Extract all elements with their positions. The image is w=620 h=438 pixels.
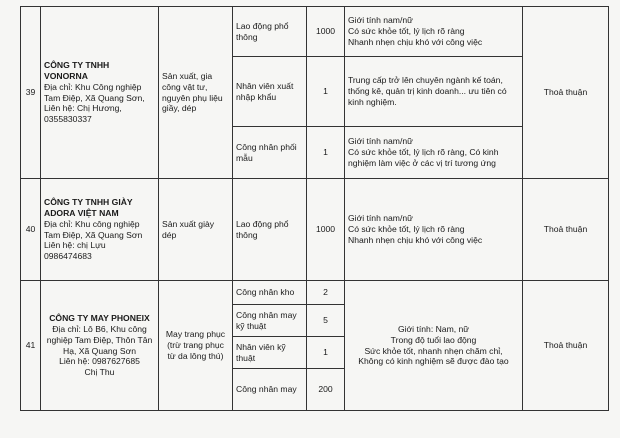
- table-row: [21, 281, 609, 305]
- requirement-line: Không có kinh nghiệm sẽ được đào tạo: [358, 356, 509, 367]
- requirements-cell: [345, 127, 523, 179]
- requirement-line: Sức khỏe tốt, nhanh nhẹn chăm chỉ,: [364, 345, 503, 356]
- requirement-line: Trong độ tuổi lao động: [390, 334, 477, 345]
- requirement-line: Giới tính nam/nữ: [348, 213, 413, 224]
- company-name: CÔNG TY MAY PHONEIX: [49, 313, 150, 324]
- position-title: Công nhân may: [233, 369, 307, 411]
- requirements-cell: [345, 57, 523, 127]
- position-qty: 200: [307, 369, 345, 411]
- position-title: Lao động phổ thông: [233, 179, 307, 281]
- position-qty: 1000: [307, 179, 345, 281]
- company-cell: [41, 179, 159, 281]
- requirement-line: Giới tính nam/nữ: [348, 136, 413, 147]
- salary-cell: Thoả thuận: [523, 179, 609, 281]
- row-number: 40: [21, 179, 41, 281]
- salary-cell: Thoả thuận: [523, 281, 609, 411]
- requirements-cell: [345, 179, 523, 281]
- position-qty: 2: [307, 281, 345, 305]
- company-address: Địa chỉ: Lô B6, Khu công nghiệp Tam Điệp, Thôn Tân Hạ, Xã Quang Sơn: [46, 324, 153, 356]
- company-address: Địa chỉ: Khu công nghiệp Tam Điệp, Xã Quang Sơn: [44, 218, 143, 240]
- requirement-line: Có sức khỏe tốt, lý lịch rõ ràng: [348, 26, 465, 37]
- position-qty: 1000: [307, 7, 345, 57]
- table-row: [21, 7, 609, 57]
- requirement-line: Nhanh nhẹn chịu khó với công việc: [348, 234, 483, 245]
- position-title: Nhân viên kỹ thuật: [233, 337, 307, 369]
- company-contact-name: Chị Thu: [84, 366, 115, 377]
- position-title: Nhân viên xuất nhập khẩu: [233, 57, 307, 127]
- company-phone: 0355830337: [44, 113, 92, 124]
- requirement-line: Có sức khỏe tốt, lý lịch rõ ràng, Có kinh nghiệm làm việc ở các vị trí tương ứng: [348, 147, 499, 168]
- requirement-line: Giới tính nam/nữ: [348, 15, 413, 26]
- salary-cell: Thoả thuận: [523, 7, 609, 179]
- position-title: Công nhân phối mẫu: [233, 127, 307, 179]
- job-listing-table: [20, 6, 609, 411]
- company-contact: Liên hệ: chị Lựu: [44, 240, 106, 251]
- requirement-line: Giới tính: Nam, nữ: [397, 324, 470, 335]
- position-qty: 1: [307, 127, 345, 179]
- requirement-line: Nhanh nhẹn chịu khó với công việc: [348, 36, 483, 47]
- industry-cell: May trang phục (trừ trang phục từ da lông thú): [159, 281, 233, 411]
- company-name: CÔNG TY TNHH VONORNA: [44, 60, 110, 82]
- table-row: [21, 179, 609, 281]
- position-qty: 5: [307, 305, 345, 337]
- row-number: 39: [21, 7, 41, 179]
- position-title: Công nhân kho: [233, 281, 307, 305]
- company-contact: Liên hệ: 0987627685: [59, 356, 140, 367]
- requirement-line: Có sức khỏe tốt, lý lịch rõ ràng: [348, 224, 465, 235]
- company-name: CÔNG TY TNHH GIÀY ADORA VIỆT NAM: [44, 197, 133, 219]
- company-address: Địa chỉ: Khu Công nghiệp Tam Điệp, Xã Quang Sơn,: [44, 81, 145, 103]
- requirement-line: Trung cấp trở lên chuyên ngành kế toán, thống kê, quản trị kinh doanh... ưu tiên có kinh nghiệm.: [348, 75, 507, 107]
- industry-cell: Sản xuất, gia công vật tư, nguyên phụ liệu giầy, dép: [159, 7, 233, 179]
- position-title: Lao động phổ thông: [233, 7, 307, 57]
- industry-cell: Sản xuất giày dép: [159, 179, 233, 281]
- company-phone: 0986474683: [44, 250, 92, 261]
- row-number: 41: [21, 281, 41, 411]
- company-contact: Liên hệ: Chị Hương,: [44, 103, 122, 114]
- position-qty: 1: [307, 57, 345, 127]
- position-qty: 1: [307, 337, 345, 369]
- company-cell: [41, 7, 159, 179]
- position-title: Công nhân may kỹ thuật: [233, 305, 307, 337]
- requirements-cell: [345, 281, 523, 411]
- company-cell: [41, 281, 159, 411]
- requirements-cell: [345, 7, 523, 57]
